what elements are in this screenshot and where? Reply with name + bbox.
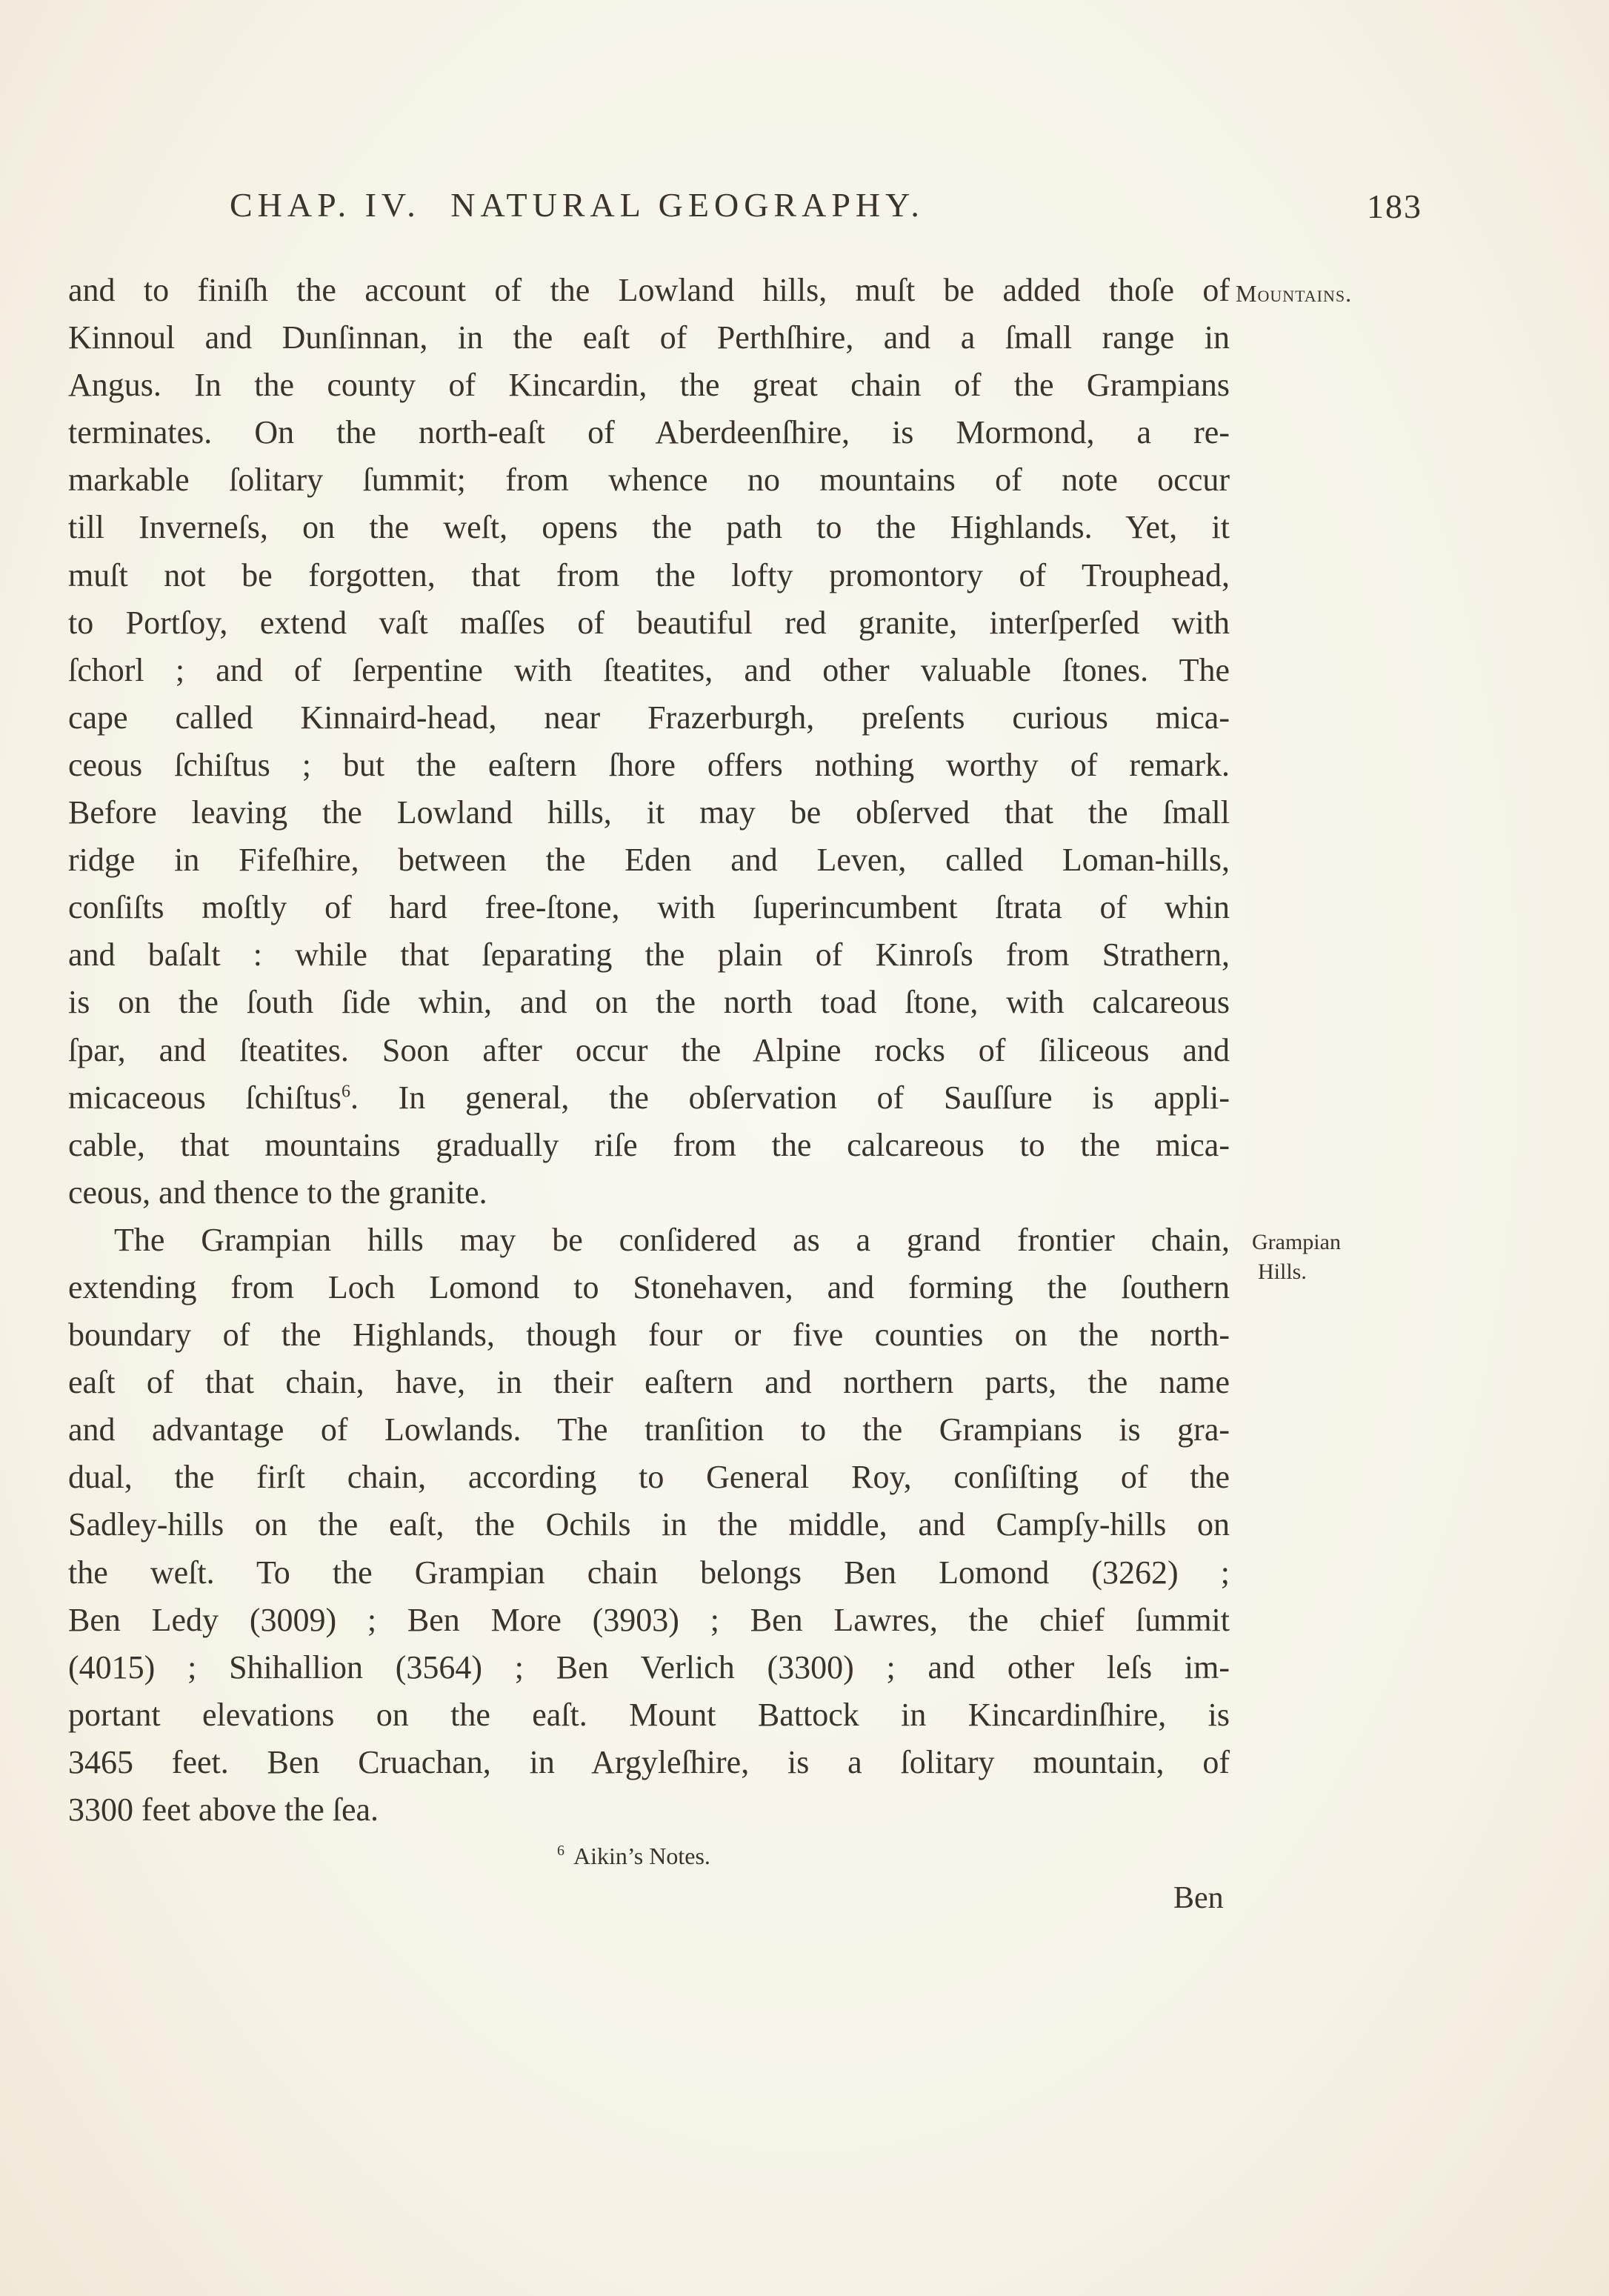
text-line: ſpar, and ſteatites. Soon after occur the Alpine rocks of ſiliceous and <box>68 1031 1230 1068</box>
text-line: cable, that mountains gradually riſe from the calcareous to the mica- <box>68 1126 1230 1163</box>
text-line: to Portſoy, extend vaſt maſſes of beautiful red granite, interſperſed with <box>68 604 1230 641</box>
text-line: till Inverneſs, on the weſt, opens the path to the Highlands. Yet, it <box>68 509 1230 546</box>
text-line: Sadley-hills on the eaſt, the Ochils in the middle, and Campſy-hills on <box>68 1506 1230 1543</box>
text-line: Before leaving the Lowland hills, it may be obſerved that the ſmall <box>68 794 1230 831</box>
text-line: muſt not be forgotten, that from the lofty promontory of Trouphead, <box>68 556 1230 593</box>
text-line: ceous, and thence to the granite. <box>68 1174 487 1211</box>
text-line: 3300 feet above the ſea. <box>68 1791 379 1828</box>
text-line: 3465 feet. Ben Cruachan, in Argyleſhire, is a ſolitary mountain, of <box>68 1743 1230 1780</box>
text-segment: . In general, the obſervation of Sauſſure is appli- <box>350 1079 1230 1116</box>
text-line: dual, the firſt chain, according to General Roy, conſiſting of the <box>68 1459 1230 1496</box>
text-line: Ben Ledy (3009) ; Ben More (3903) ; Ben Lawres, the chief ſummit <box>68 1601 1230 1638</box>
text-line: Angus. In the county of Kincardin, the great chain of the Grampians <box>68 367 1230 404</box>
margin-note-mountains: Mountains. <box>1236 280 1353 307</box>
text-line: ridge in Fifeſhire, between the Eden and Leven, called Loman-hills, <box>68 842 1230 879</box>
text-line: extending from Loch Lomond to Stonehaven, and forming the ſouthern <box>68 1268 1230 1305</box>
text-line: and advantage of Lowlands. The tranſition to the Grampians is gra- <box>68 1411 1230 1448</box>
text-line: eaſt of that chain, have, in their eaſtern and northern parts, the name <box>68 1364 1230 1401</box>
body-text <box>68 267 1230 1834</box>
text-line: is on the ſouth ſide whin, and on the north toad ſtone, with calcareous <box>68 984 1230 1021</box>
catchword: Ben <box>1173 1881 1224 1915</box>
text-line: boundary of the Highlands, though four or five counties on the north- <box>68 1317 1230 1354</box>
text-line <box>68 1074 1230 1122</box>
text-line: portant elevations on the eaſt. Mount Battock in Kincardinſhire, is <box>68 1696 1230 1733</box>
text-line: and baſalt : while that ſeparating the plain of Kinroſs from Strathern, <box>68 936 1230 974</box>
footnote-marker: 6 <box>557 1843 564 1860</box>
footnote <box>557 1843 710 1870</box>
text-line: terminates. On the north-eaſt of Aberdeenſhire, is Mormond, a re- <box>68 414 1230 451</box>
text-line: markable ſolitary ſummit; from whence no mountains of note occur <box>68 462 1230 499</box>
text-segment: micaceous ſchiſtus <box>68 1079 342 1116</box>
text-line: Kinnoul and Dunſinnan, in the eaſt of Perthſhire, and a ſmall range in <box>68 319 1230 356</box>
chapter-label: CHAP. IV. <box>230 186 421 224</box>
text-line: conſiſts moſtly of hard free-ſtone, with ſuperincumbent ſtrata of whin <box>68 889 1230 926</box>
footnote-text: Aikin’s Notes. <box>573 1843 710 1869</box>
text-line: ceous ſchiſtus ; but the eaſtern ſhore offers nothing worthy of remark. <box>68 746 1230 783</box>
text-line: and to finiſh the account of the Lowland hills, muſt be added thoſe of <box>68 272 1230 308</box>
text-line: the weſt. To the Grampian chain belongs Ben Lomond (3262) ; <box>68 1554 1230 1591</box>
text-line: (4015) ; Shihallion (3564) ; Ben Verlich (3300) ; and other leſs im- <box>68 1648 1230 1686</box>
text-line: The Grampian hills may be conſidered as a grand frontier chain, <box>114 1221 1230 1258</box>
footnote-reference: 6 <box>341 1081 350 1101</box>
page-number: 183 <box>1367 187 1422 225</box>
running-header <box>230 185 1415 224</box>
text-line: cape called Kinnaird-head, near Frazerburgh, preſents curious mica- <box>68 699 1230 736</box>
margin-note-hills: Hills. <box>1258 1260 1307 1284</box>
header-title: NATURAL GEOGRAPHY. <box>450 186 925 224</box>
text-line: ſchorl ; and of ſerpentine with ſteatites, and other valuable ſtones. The <box>68 651 1230 688</box>
margin-note-grampian: Grampian <box>1252 1230 1341 1254</box>
